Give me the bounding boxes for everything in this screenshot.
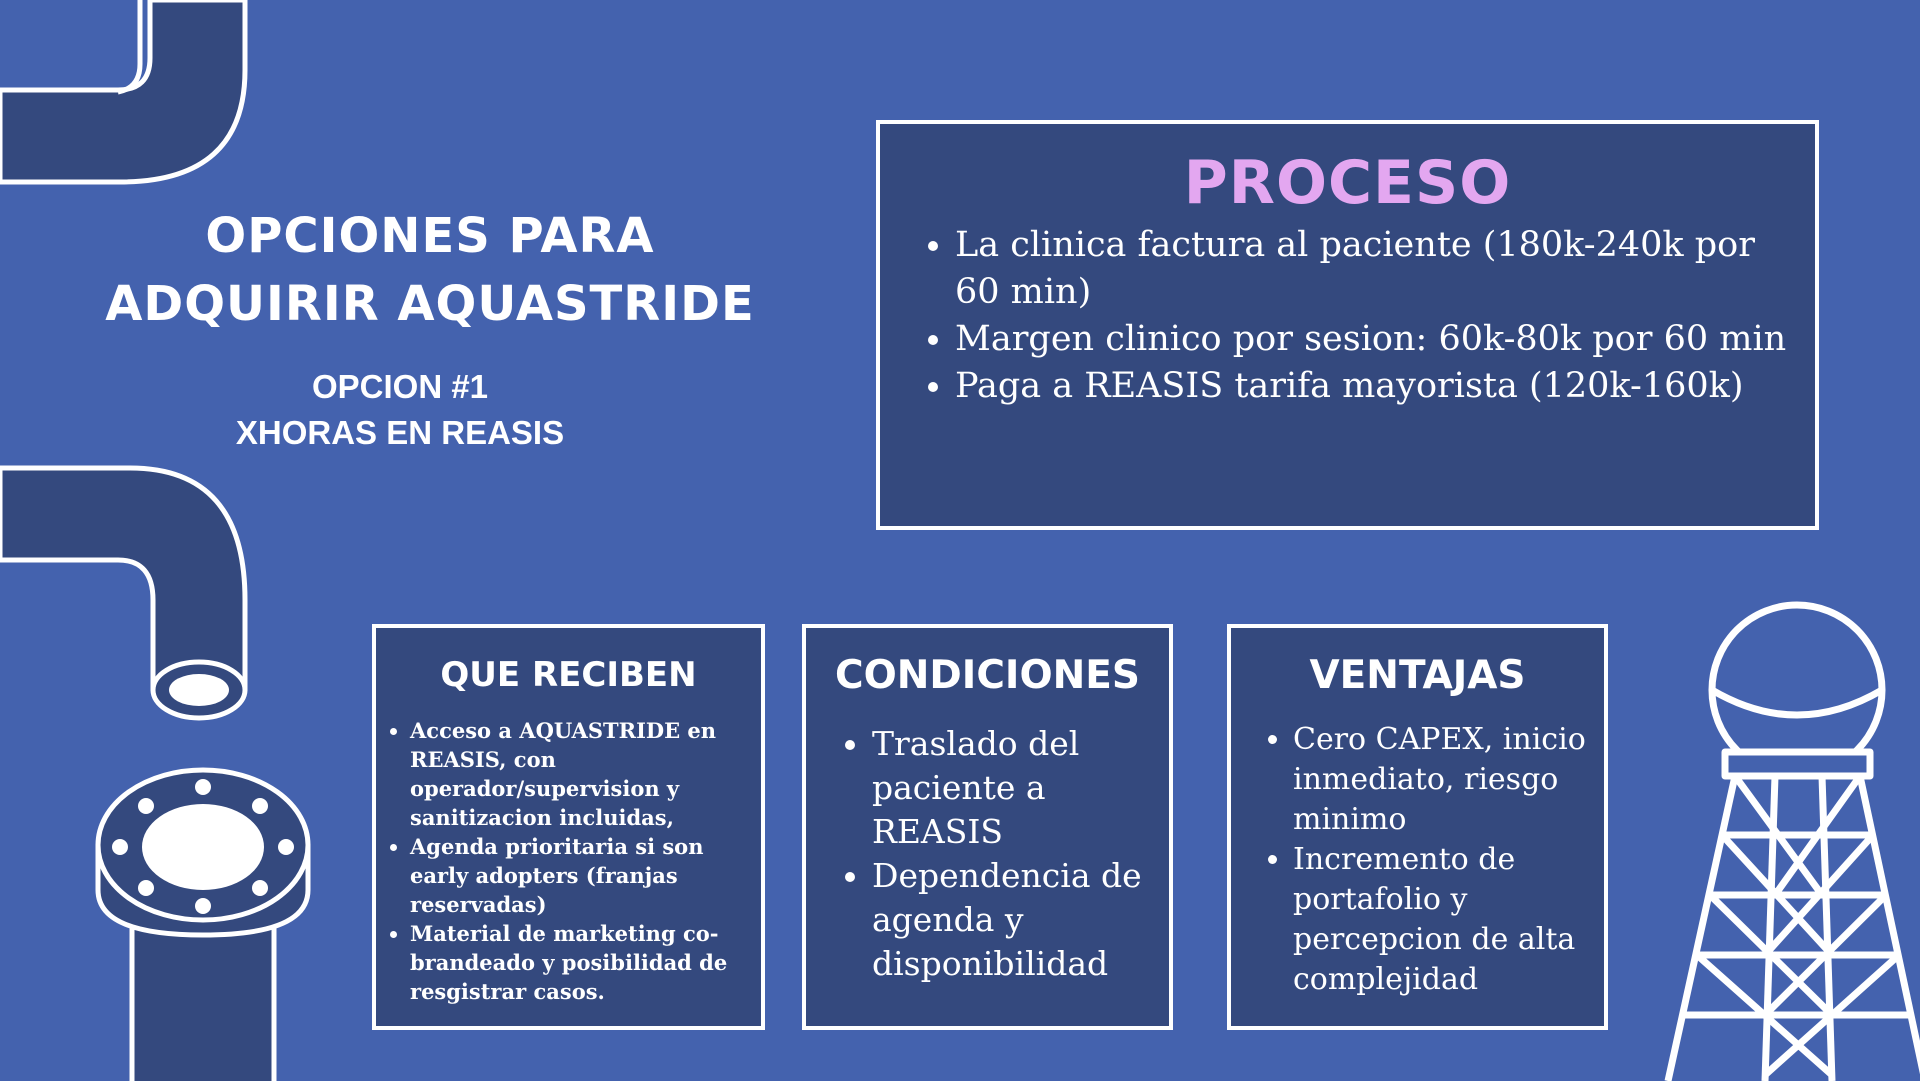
- ventajas-list: [1231, 720, 1604, 1000]
- title-line-2: ADQUIRIR AQUASTRIDE: [105, 276, 755, 332]
- list-item: • Incremento de portafolio y percepcion de alta complejidad: [1293, 840, 1598, 1000]
- list-item: • Dependencia de agenda y disponibilidad: [872, 854, 1163, 986]
- proceso-box: [876, 120, 1819, 530]
- condiciones-heading: CONDICIONES: [835, 653, 1140, 698]
- list-item: • Margen clinico por sesion: 60k-80k por 60 min: [955, 316, 1801, 363]
- proceso-list: [880, 222, 1815, 410]
- ventajas-heading: VENTAJAS: [1309, 653, 1526, 698]
- subtitle-line-2: XHORAS EN REASIS: [235, 414, 565, 451]
- pipe-flange-icon: [98, 770, 308, 1081]
- list-item: • Traslado del paciente a REASIS: [872, 722, 1163, 854]
- proceso-heading: PROCESO: [1183, 148, 1512, 218]
- list-item: • Material de marketing co-brandeado y posibilidad de resgistrar casos.: [410, 919, 755, 1006]
- condiciones-box: [802, 624, 1173, 1030]
- que-reciben-list: [376, 716, 761, 1006]
- list-item: • Acceso a AQUASTRIDE en REASIS, con operador/supervision y sanitizacion incluidas,: [410, 716, 755, 832]
- pipe-elbow-middle-icon: [0, 468, 245, 690]
- page-subtitle: [200, 364, 600, 456]
- water-tower-icon: [1668, 605, 1920, 1081]
- condiciones-list: [806, 722, 1169, 986]
- list-item: • La clinica factura al paciente (180k-240k por 60 min): [955, 222, 1801, 316]
- subtitle-line-1: OPCION #1: [311, 368, 489, 405]
- list-item: • Agenda prioritaria si son early adopters (franjas reservadas): [410, 832, 755, 919]
- que-reciben-heading: QUE RECIBEN: [440, 655, 697, 695]
- que-reciben-box: [372, 624, 765, 1030]
- list-item: • Paga a REASIS tarifa mayorista (120k-160k): [955, 363, 1801, 410]
- title-line-1: OPCIONES PARA: [205, 208, 655, 264]
- ventajas-box: [1227, 624, 1608, 1030]
- list-item: • Cero CAPEX, inicio inmediato, riesgo minimo: [1293, 720, 1598, 840]
- page-title: [80, 202, 780, 338]
